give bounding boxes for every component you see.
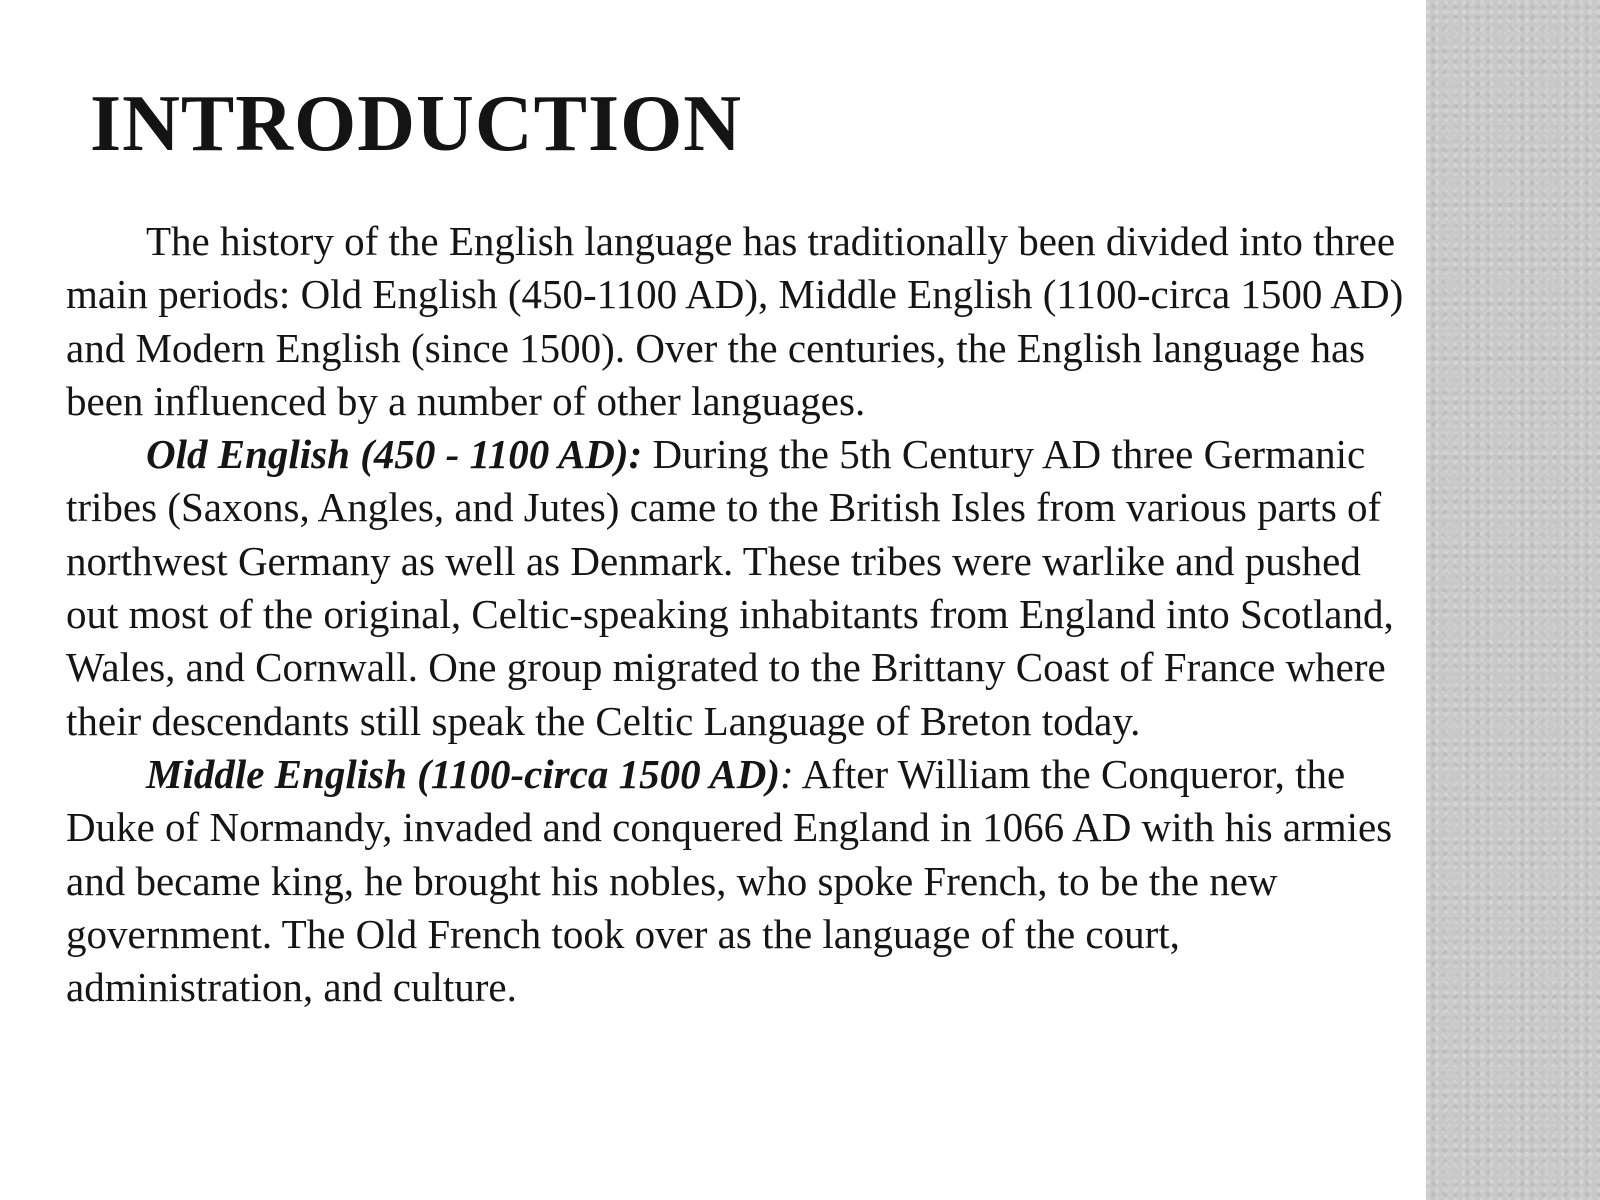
slide-title: INTRODUCTION	[90, 80, 743, 168]
paragraph-intro	[66, 215, 1406, 428]
slide-body	[66, 215, 1406, 1014]
paragraph-middle-english	[66, 748, 1406, 1014]
paragraph-old-english	[66, 428, 1406, 748]
paragraph-middle-english-colon: :	[780, 750, 794, 797]
paragraph-old-english-heading: Old English (450 - 1100 AD):	[146, 431, 643, 478]
paragraph-middle-english-text: After William the Conqueror, the Duke of Normandy, invaded and conquered England in 1066 AD with his armies and became king, he brought his nobles, who spoke French, to be the new government. The Old French took over as the language of the court, administration, and culture.	[66, 750, 1393, 1011]
paragraph-middle-english-heading: Middle English (1100-circa 1500 AD)	[146, 750, 780, 797]
paragraph-old-english-text: During the 5th Century AD three Germanic tribes (Saxons, Angles, and Jutes) came to the British Isles from various parts of northwest Germany as well as Denmark. These tribes were warlike and pushed out most of the original, Celtic-speaking inhabitants from England into Scotland, Wales, and Cornwall. One group migrated to the Brittany Coast of France where their descendants still speak the Celtic Language of Breton today.	[66, 431, 1394, 744]
paragraph-intro-text: The history of the English language has traditionally been divided into three main periods: Old English (450-1100 AD), Middle English (1100-circa 1500 AD) and Modern English (since 1500). Over the centuries, the English language has been influenced by a number of other languages.	[66, 218, 1404, 424]
side-texture-panel	[1426, 0, 1600, 1200]
